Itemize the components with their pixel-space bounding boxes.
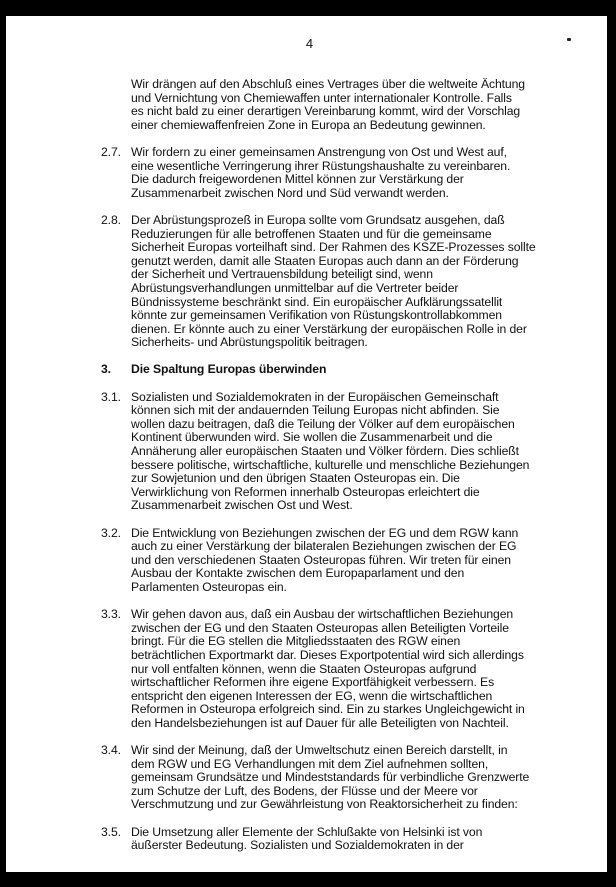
text-line: Der Abrüstungsprozeß in Europa sollte vom Grundsatz ausgehen, daß	[131, 212, 505, 227]
text-line: zwischen der EG und den Staaten Osteuropas allen Beteiligten Vorteile	[131, 620, 509, 635]
text-line: Sicherheits- und Abrüstungspolitik beitragen.	[131, 335, 368, 350]
text-line: Bündnissysteme beschränkt sind. Ein europäischer Aufklärungssatellit	[131, 294, 503, 309]
text-line: Zusammenarbeit zwischen Nord und Süd verwandt werden.	[131, 185, 449, 200]
paragraph-number	[101, 78, 131, 132]
text-line: Annäherung aller europäischen Staaten und Völker fördern. Dies schließt	[131, 444, 519, 459]
text-line: der Sicherheit und Vertrauensbildung beteiligt sind, wenn	[131, 267, 433, 282]
section-text	[131, 826, 571, 853]
text-line: Die dadurch freigewordenen Mittel können zur Verstärkung der	[131, 172, 464, 187]
text-line: zur Sowjetunion und den übrigen Staaten Osteuropas ein. Die	[131, 471, 460, 486]
section-number: 3.3.	[101, 607, 121, 622]
section-text	[131, 146, 571, 200]
text-line: könnte zur gemeinsamen Verifikation von Rüstungskontrollabkommen	[131, 308, 502, 323]
text-line: Verschmutzung und zur Gewährleistung von Reaktorsicherheit zu finden:	[131, 797, 518, 812]
text-line: eine wesentliche Verringerung ihrer Rüstungshaushalte zu vereinbaren.	[131, 158, 511, 173]
text-line: und Vernichtung von Chemiewaffen unter internationaler Kontrolle. Falls	[131, 90, 512, 105]
text-line: bessere politische, wirtschaftliche, kulturelle und menschliche Beziehungen	[131, 457, 530, 472]
text-line: Wir drängen auf den Abschluß eines Vertrages über die weltweite Ächtung	[131, 77, 525, 91]
text-line: und den verschiedenen Staaten Osteuropas führen. Wir treten für einen	[131, 552, 511, 567]
text-line: den Handelsbeziehungen ist auf Dauer für alle Beteiligten von Nachteil.	[131, 715, 509, 730]
text-line: Die Entwicklung von Beziehungen zwischen der EG und dem RGW kann	[131, 525, 519, 540]
paragraph-text	[131, 78, 571, 132]
section-number: 3.1.	[101, 389, 121, 404]
section-3-2	[101, 527, 571, 595]
text-line: Wir gehen davon aus, daß ein Ausbau der wirtschaftlichen Beziehungen	[131, 607, 514, 622]
text-line: es nicht bald zu einer derartigen Vereinbarung kommt, wird der Vorschlag	[131, 104, 521, 119]
text-line: wirtschaftlicher Reformen ihre eigene Exportfähigkeit verbessern. Es	[131, 675, 495, 690]
section-number: 2.8.	[101, 212, 121, 227]
section-3-5	[101, 826, 571, 853]
section-text	[131, 527, 571, 595]
text-line: Parlamenten Osteuropas ein.	[131, 579, 287, 594]
section-number: 3.2.	[101, 525, 121, 540]
section-2-7	[101, 146, 571, 200]
text-line: Zusammenarbeit zwischen Ost und West.	[131, 498, 353, 513]
text-line: bringt. Für die EG stellen die Mitgliedsstaaten des RGW einen	[131, 634, 461, 649]
text-line: Ausbau der Kontakte zwischen dem Europaparlament und den	[131, 566, 465, 581]
text-line: Kontinent überwunden wird. Sie wollen die Zusammenarbeit und die	[131, 430, 493, 445]
section-number: 3.5.	[101, 824, 121, 839]
section-text	[131, 214, 571, 350]
scan-speck	[567, 38, 571, 41]
text-line: Abrüstungsverhandlungen unmittelbar auf die Vertreter beider	[131, 280, 459, 295]
text-line: zum Schutze der Luft, des Bodens, der Flüsse und der Meere vor	[131, 783, 478, 798]
text-line: dienen. Er könnte auch zu einer Verstärkung der europäischen Rolle in der	[131, 321, 527, 336]
text-line: auch zu einer Verstärkung der bilateralen Beziehungen zwischen der EG	[131, 539, 517, 554]
chapter-heading	[101, 363, 571, 377]
section-number: 2.7.	[101, 144, 121, 159]
text-line: Wir fordern zu einer gemeinsamen Anstrengung von Ost und West auf,	[131, 144, 507, 159]
document-body	[101, 78, 571, 866]
text-line: Verwirklichung von Reformen innerhalb Osteuropas erleichtert die	[131, 484, 480, 499]
section-3-4	[101, 744, 571, 812]
text-line: genutzt werden, damit alle Staaten Europas auch dann an der Förderung	[131, 253, 519, 268]
section-3-3	[101, 608, 571, 730]
text-line: entspricht den eigenen Interessen der EG, wenn die wirtschaftlichen	[131, 688, 493, 703]
page-number: 4	[305, 36, 314, 51]
section-text	[131, 744, 571, 812]
text-line: Die Umsetzung aller Elemente der Schlußakte von Helsinki ist von	[131, 824, 483, 839]
text-line: Wir sind der Meinung, daß der Umweltschutz einen Bereich darstellt, in	[131, 743, 508, 758]
chapter-number: 3.	[101, 362, 111, 377]
text-line: Sicherheit Europas vorteilhaft sind. Der Rahmen des KSZE-Prozesses sollte	[131, 240, 536, 255]
text-line: einer chemiewaffenfreien Zone in Europa an Bedeutung gewinnen.	[131, 117, 486, 132]
section-number: 3.4.	[101, 743, 121, 758]
text-line: wollen dazu beitragen, daß die Teilung der Völker auf dem europäischen	[131, 416, 515, 431]
intro-paragraph	[101, 78, 571, 132]
text-line: äußerster Bedeutung. Sozialisten und Sozialdemokraten in der	[131, 838, 464, 853]
text-line: können sich mit der andauernden Teilung Europas nicht abfinden. Sie	[131, 403, 500, 418]
text-line: dem RGW und EG Verhandlungen mit dem Ziel aufnehmen sollten,	[131, 756, 489, 771]
text-line: nur voll entfalten können, wenn die Staaten Osteuropas aufgrund	[131, 661, 477, 676]
section-text	[131, 391, 571, 513]
text-line: Reduzierungen für alle betroffenen Staaten und für die gemeinsame	[131, 226, 492, 241]
document-page	[6, 16, 607, 872]
text-line: Reformen in Osteuropa erfolgreich sind. Ein zu starkes Ungleichgewicht in	[131, 702, 525, 717]
text-line: Sozialisten und Sozialdemokraten in der Europäischen Gemeinschaft	[131, 389, 499, 404]
chapter-title: Die Spaltung Europas überwinden	[131, 362, 327, 377]
text-line: gemeinsam Grundsätze und Mindeststandards für verbindliche Grenzwerte	[131, 770, 530, 785]
section-2-8	[101, 214, 571, 350]
text-line: beträchtlichen Exportmarkt dar. Dieses Exportpotential wird sich allerdings	[131, 647, 524, 662]
section-3-1	[101, 391, 571, 513]
section-text	[131, 608, 571, 730]
